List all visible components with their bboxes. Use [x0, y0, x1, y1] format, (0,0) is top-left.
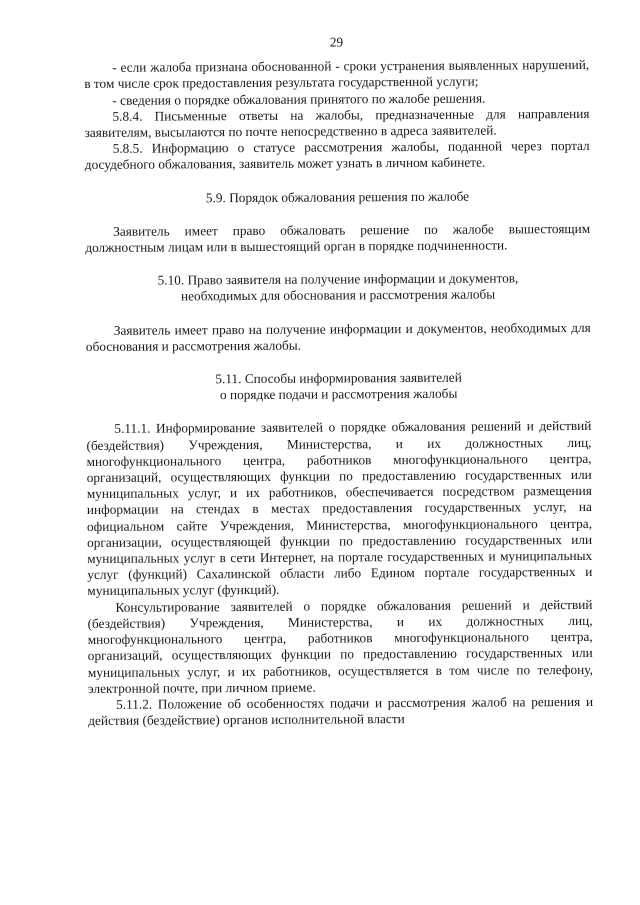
paragraph-appeal-right: Заявитель имеет право обжаловать решение по жалобе вышестоящим должностным лицам или в вышестоящий орган в порядке подчиненности.	[85, 220, 591, 256]
section-heading-5-11-line1: 5.11. Способы информирования заявителей	[215, 369, 462, 387]
paragraph-5-8-4: 5.8.4. Письменные ответы на жалобы, предназначенные для направления заявителям, высылаются по почте непосредственно в адреса заявителей.	[84, 105, 590, 141]
paragraph-5-11-2: 5.11.2. Положение об особенностях подачи и рассмотрения жалоб на решения и действия (бездействие) органов исполнительной власти	[88, 693, 594, 729]
paragraph-5-11-1: 5.11.1. Информирование заявителей о порядке обжалования решений и действий (бездействия) Учреждения, Министерства, и их должностных лиц, многофункционального центра, работников многофункционального центра, организаций, осуществляющих функции по предоставлению государственных или муниципальных услуг, и их работников, обеспечивается посредством размещения информации на стендах в местах предоставления государственных услуг, на официальном сайте Учреждения, Министерства, многофункционального центра, организации, осуществляющей функции по предоставлению государственных или муниципальных услуг в сети Интернет, на портале государственных и муниципальных услуг (функций) Сахалинской области либо Едином портале государственных и муниципальных услуг (функций).	[86, 418, 593, 599]
section-heading-5-9: 5.9. Порядок обжалования решения по жалобе	[205, 188, 470, 205]
paragraph-information-right: Заявитель имеет право на получение информации и документов, необходимых для обоснования и рассмотрения жалобы.	[85, 319, 591, 354]
paragraph-complaint-justified: - если жалоба признана обоснованной - сроки устранения выявленных нарушений, в том числе срок предоставления результата государственной услуги;	[84, 57, 590, 92]
document-page	[84, 33, 593, 729]
paragraph-consulting: Консультирование заявителей о порядке обжалования решений и действий (бездействия) Учреждения, Министерства, и их должностных лиц, многофункционального центра, работников многофункционального центра, организаций, осуществляющих функции по предоставлению государственных или муниципальных услуг, и их работников, осуществляется в том числе по телефону, электронной почте, при личном приеме.	[87, 596, 593, 696]
section-heading-5-10-line1: 5.10. Право заявителя на получение информации и документов,	[157, 270, 519, 288]
section-heading-5-10-line2: необходимых для обоснования и рассмотрения жалобы	[180, 286, 496, 304]
paragraph-5-8-5: 5.8.5. Информацию о статусе рассмотрения жалобы, поданной через портал досудебного обжалования, заявитель может узнать в личном кабинете.	[84, 138, 590, 173]
paragraph-appeal-procedure-info: - сведения о порядке обжалования принятого по жалобе решения.	[112, 90, 486, 108]
page-number: 29	[329, 34, 344, 50]
section-heading-5-11-line2: о порядке подачи и рассмотрения жалобы	[219, 385, 458, 403]
